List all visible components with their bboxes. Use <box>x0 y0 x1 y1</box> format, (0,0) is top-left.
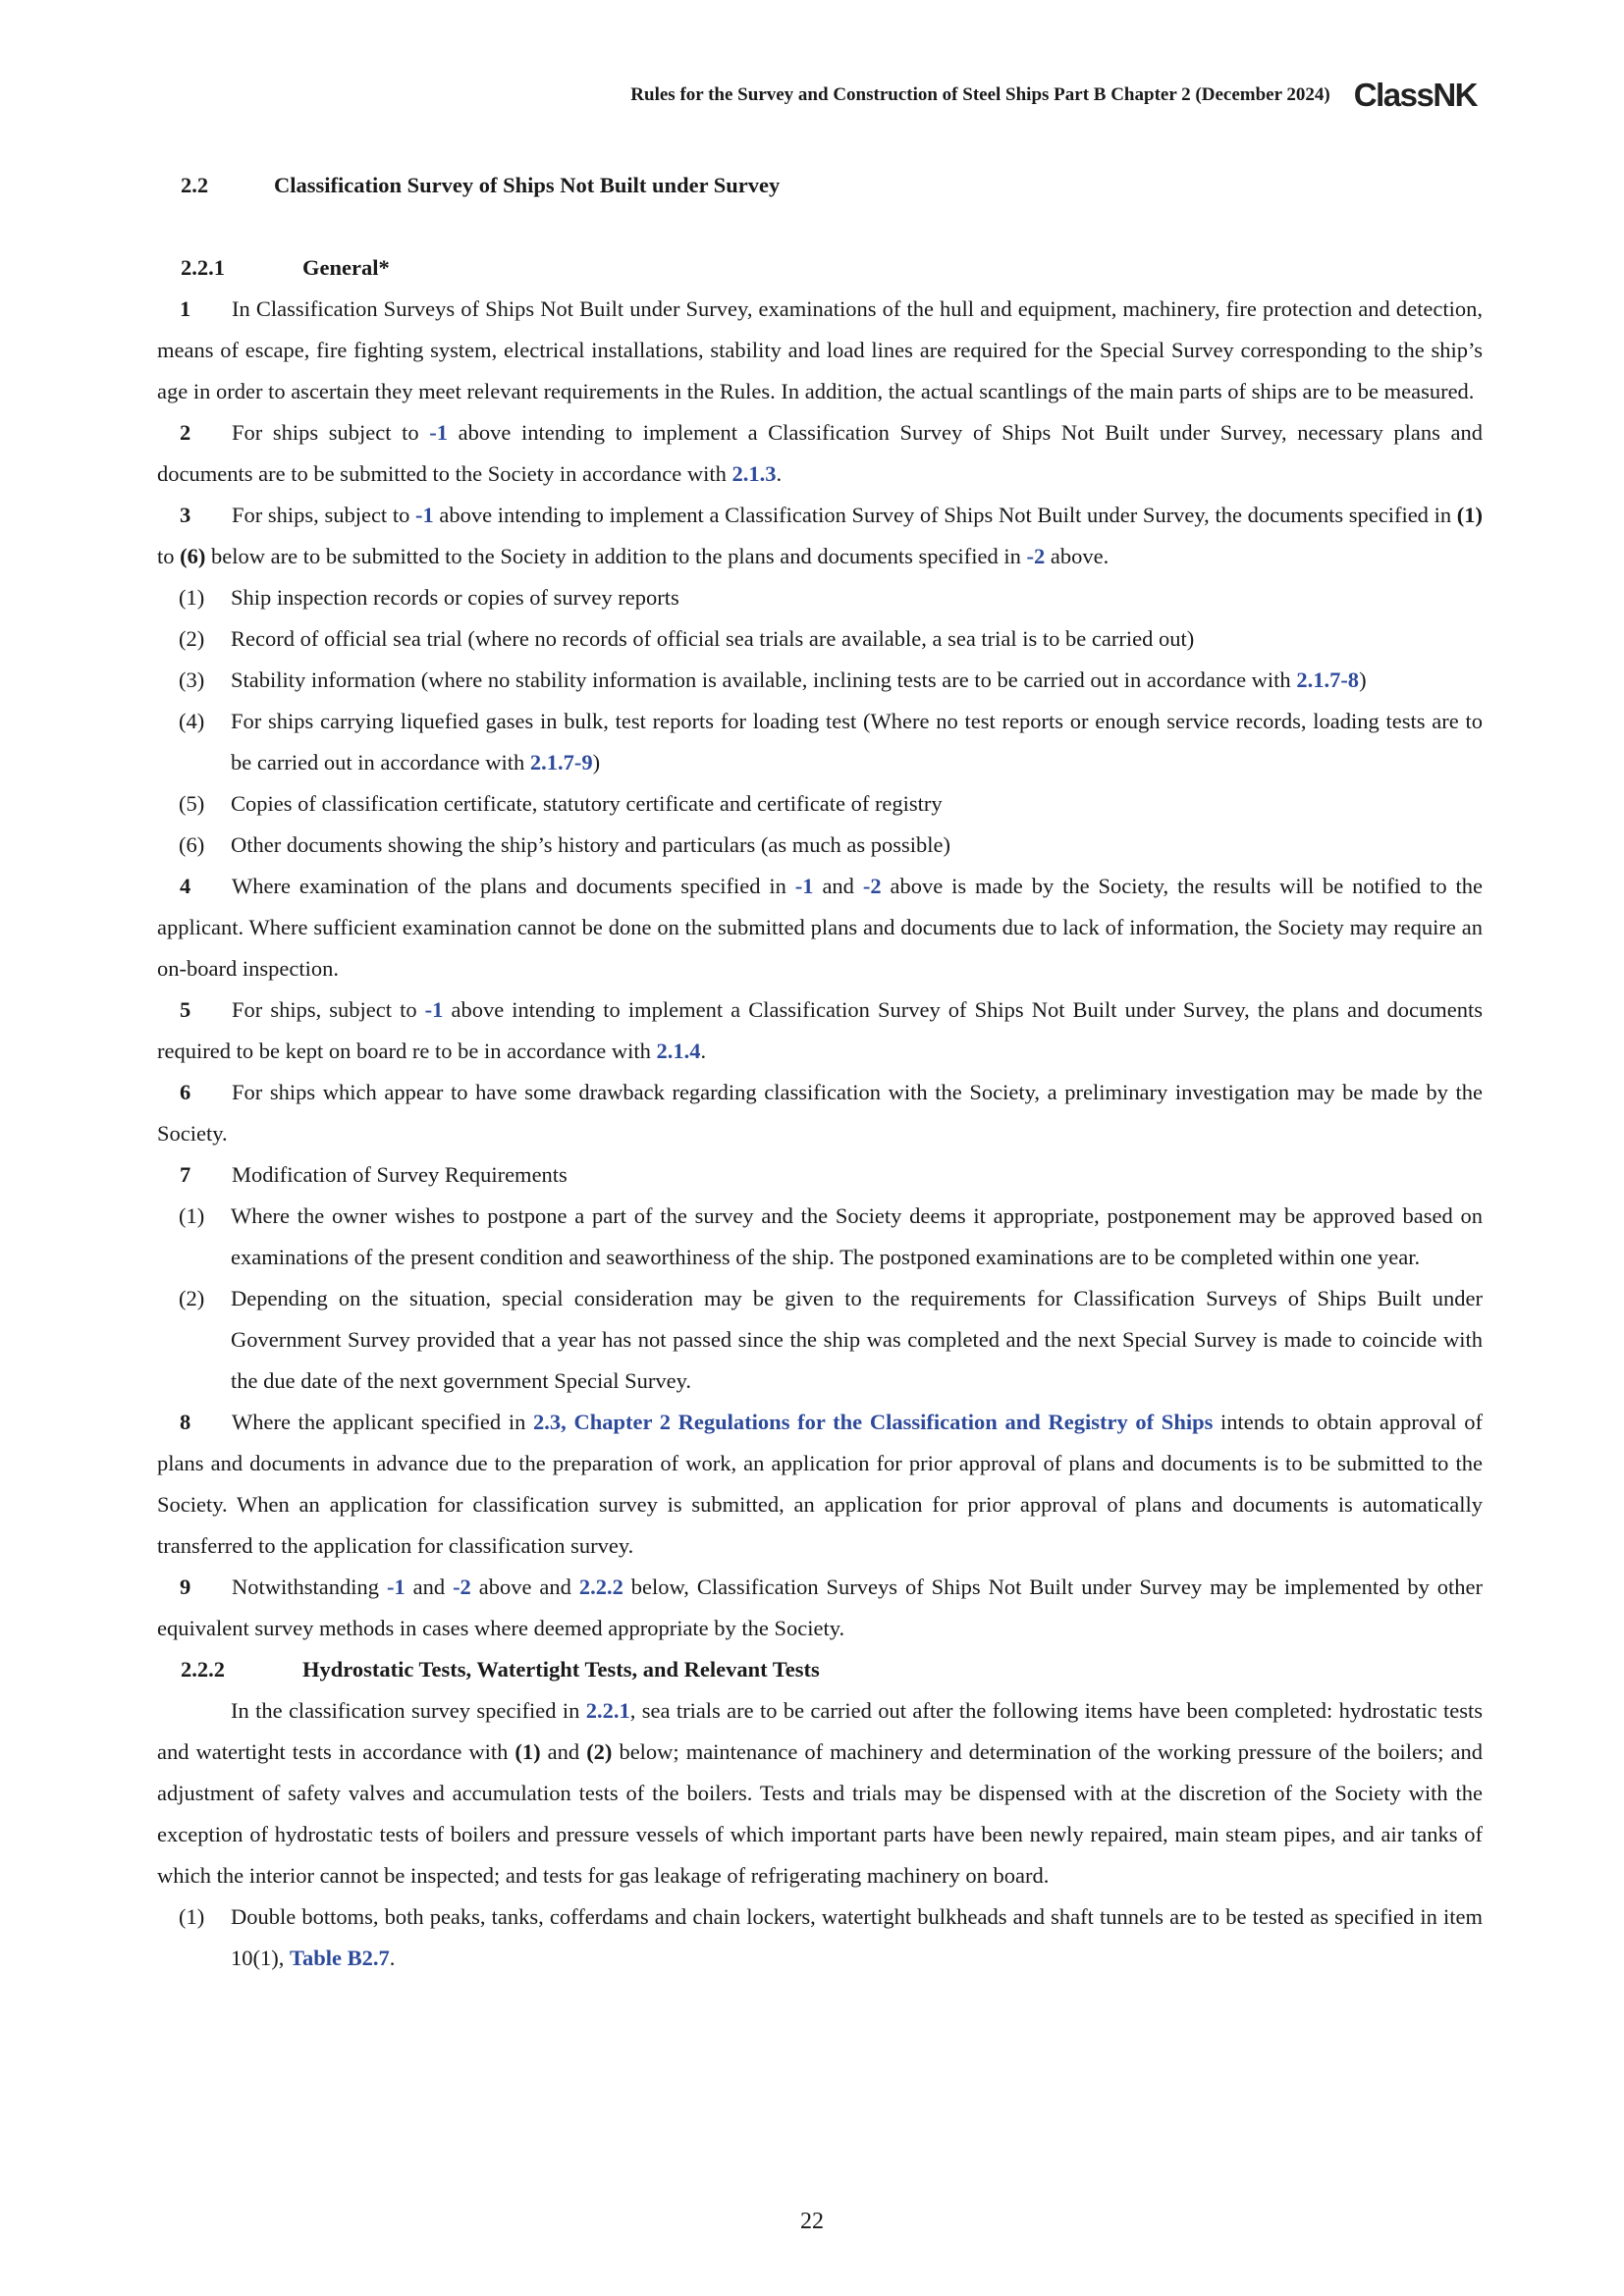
subsection-heading-general <box>157 247 1483 289</box>
cross-reference-link[interactable]: -1 <box>794 874 814 898</box>
paragraph-text: In the classification survey specified in <box>231 1698 586 1723</box>
cross-reference-link[interactable]: 2.1.7-9 <box>529 750 593 774</box>
table-reference-link[interactable]: Table B2.7 <box>290 1946 390 1970</box>
page-header <box>630 79 1477 111</box>
paragraph-text: Modification of Survey Requirements <box>232 1162 568 1187</box>
subsection-number: 2.2.2 <box>181 1657 225 1682</box>
list-item <box>157 577 1483 618</box>
paragraph-number: 6 <box>180 1080 191 1104</box>
paragraph-text: For ships, subject to <box>232 503 415 527</box>
paragraph-text: For ships subject to <box>232 420 430 445</box>
list-item <box>157 1196 1483 1278</box>
paragraph-text: , sea trials are to be carried out after the following items have been completed: hydrostatic tests and watertight tests in accordance with <box>157 1698 1483 1764</box>
list-number: (1) <box>179 585 205 610</box>
cross-reference-link[interactable]: -1 <box>429 420 448 445</box>
paragraph-number: 3 <box>180 503 191 527</box>
paragraph-number: 7 <box>180 1162 191 1187</box>
paragraph-number: 2 <box>180 420 191 445</box>
paragraph-text: above. <box>1045 544 1110 568</box>
paragraph-text: Where the applicant specified in <box>232 1410 534 1434</box>
list-item <box>157 783 1483 825</box>
cross-reference-link[interactable]: 2.1.4 <box>656 1039 701 1063</box>
subsection-title: General* <box>302 255 390 280</box>
list-item <box>157 701 1483 783</box>
paragraph-text: and <box>540 1739 587 1764</box>
paragraph-number: 8 <box>180 1410 191 1434</box>
paragraph-1 <box>157 289 1483 412</box>
list-number: (2) <box>179 626 205 651</box>
paragraph-4 <box>157 866 1483 989</box>
paragraph-number: 9 <box>180 1575 191 1599</box>
item-reference: (2) <box>586 1739 613 1764</box>
paragraph-text: . <box>776 461 783 486</box>
cross-reference-link[interactable]: 2.2.1 <box>585 1698 630 1723</box>
header-title: Rules for the Survey and Construction of Steel Ships Part B Chapter 2 (December 2024) <box>630 83 1330 105</box>
paragraph-hydrostatic-intro <box>157 1690 1483 1896</box>
list-text: Stability information (where no stability information is available, inclining tests are to be carried out in accordance with <box>231 667 1297 692</box>
paragraph-5 <box>157 989 1483 1072</box>
paragraph-7 <box>157 1154 1483 1196</box>
list-text: Record of official sea trial (where no records of official sea trials are available, a sea trial is to be carried out) <box>231 626 1195 651</box>
list-text: For ships carrying liquefied gases in bulk, test reports for loading test (Where no test reports or enough service records, loading tests are to be carried out in accordance with <box>231 709 1483 774</box>
cross-reference-link[interactable]: 2.2.2 <box>578 1575 623 1599</box>
section-heading <box>157 165 1483 206</box>
section-title: Classification Survey of Ships Not Built under Survey <box>274 173 781 197</box>
paragraph-text: and <box>813 874 863 898</box>
paragraph-2 <box>157 412 1483 495</box>
list-item <box>157 618 1483 660</box>
cross-reference-link[interactable]: -2 <box>1026 544 1046 568</box>
list-text: Other documents showing the ship’s history and particulars (as much as possible) <box>231 832 950 857</box>
list-text: . <box>389 1946 396 1970</box>
paragraph-number: 1 <box>180 296 191 321</box>
list-number: (2) <box>179 1286 205 1310</box>
list-text: Where the owner wishes to postpone a part of the survey and the Society deems it appropriate, postponement may be approved based on examinations of the present condition and seaworthiness of the ship. The postponed examinations are to be completed within one year. <box>231 1203 1483 1269</box>
page-number: 22 <box>800 2209 824 2234</box>
paragraph-text: Where examination of the plans and documents specified in <box>232 874 795 898</box>
subsection-heading-hydrostatic-tests <box>157 1649 1483 1690</box>
paragraph-text: Notwithstanding <box>232 1575 387 1599</box>
subsection-title: Hydrostatic Tests, Watertight Tests, and Relevant Tests <box>302 1657 820 1682</box>
cross-reference-link[interactable]: 2.1.3 <box>731 461 777 486</box>
document-body <box>157 165 1483 1979</box>
paragraph-text: below; maintenance of machinery and determination of the working pressure of the boilers; and adjustment of safety valves and accumulation tests of the boilers. Tests and trials may be dispensed with at the discretion of the Society with the exception of hydrostatic tests of boilers and pressure vessels of which important parts have been newly repaired, main steam pipes, and air tanks of which the interior cannot be inspected; and tests for gas leakage of refrigerating machinery on board. <box>157 1739 1484 1888</box>
cross-reference-link[interactable]: -2 <box>453 1575 471 1599</box>
paragraph-text: . <box>700 1039 707 1063</box>
list-text: ) <box>1359 667 1367 692</box>
paragraph-text: and <box>405 1575 454 1599</box>
paragraph-3 <box>157 495 1483 577</box>
cross-reference-link[interactable]: 2.3, Chapter 2 Regulations for the Classification and Registry of Ships <box>533 1410 1214 1434</box>
paragraph-text: below, Classification Surveys of Ships Not Built under Survey may be implemented by other equivalent survey methods in cases where deemed appropriate by the Society. <box>157 1575 1484 1640</box>
list-item <box>157 1896 1483 1979</box>
item-reference: (1) <box>1456 503 1483 527</box>
list-number: (1) <box>179 1904 205 1929</box>
list-number: (6) <box>179 832 205 857</box>
paragraph-text: In Classification Surveys of Ships Not Built under Survey, examinations of the hull and equipment, machinery, fire protection and detection, means of escape, fire fighting system, electrical installations, stability and load lines are required for the Special Survey corresponding to the ship’s age in order to ascertain they meet relevant requirements in the Rules. In addition, the actual scantlings of the main parts of ships are to be measured. <box>157 296 1483 403</box>
list-item <box>157 660 1483 701</box>
item-reference: (1) <box>514 1739 541 1764</box>
paragraph-text: above and <box>470 1575 579 1599</box>
classnk-logo: ClassNK <box>1353 77 1477 113</box>
paragraph-text: below are to be submitted to the Society in addition to the plans and documents specified in <box>205 544 1027 568</box>
paragraph-9 <box>157 1567 1483 1649</box>
paragraph-text: above intending to implement a Classification Survey of Ships Not Built under Survey, the documents specified in <box>433 503 1457 527</box>
list-text: ) <box>592 750 601 774</box>
section-number: 2.2 <box>181 173 209 197</box>
item-reference: (6) <box>180 544 206 568</box>
paragraph-8 <box>157 1402 1483 1567</box>
list-text: Ship inspection records or copies of survey reports <box>231 585 679 610</box>
list-number: (1) <box>179 1203 205 1228</box>
list-number: (5) <box>179 791 205 816</box>
cross-reference-link[interactable]: -1 <box>386 1575 406 1599</box>
paragraph-text: For ships which appear to have some drawback regarding classification with the Society, a preliminary investigation may be made by the Society. <box>157 1080 1483 1146</box>
paragraph-number: 5 <box>180 997 191 1022</box>
paragraph-text: intends to obtain approval of plans and documents in advance due to the preparation of work, an application for prior approval of plans and documents is to be submitted to the Society. When an application for classification survey is submitted, an application for prior approval of plans and documents is automatically transferred to the application for classification survey. <box>157 1410 1483 1558</box>
paragraph-text: above intending to implement a Classification Survey of Ships Not Built under Survey, the plans and documents required to be kept on board re to be in accordance with <box>157 997 1483 1063</box>
paragraph-text: to <box>157 544 181 568</box>
list-item <box>157 825 1483 866</box>
paragraph-text: For ships, subject to <box>232 997 425 1022</box>
list-item <box>157 1278 1483 1402</box>
subsection-number: 2.2.1 <box>181 255 225 280</box>
cross-reference-link[interactable]: 2.1.7-8 <box>1296 667 1360 692</box>
list-number: (4) <box>179 709 205 733</box>
paragraph-6 <box>157 1072 1483 1154</box>
cross-reference-link[interactable]: -1 <box>415 503 434 527</box>
list-text: Double bottoms, both peaks, tanks, cofferdams and chain lockers, watertight bulkheads and shaft tunnels are to be tested as specified in item 10(1), <box>231 1904 1483 1970</box>
paragraph-text: above is made by the Society, the results will be notified to the applicant. Where sufficient examination cannot be done on the submitted plans and documents due to lack of information, the Society may require an on-board inspection. <box>157 874 1483 981</box>
cross-reference-link[interactable]: -2 <box>862 874 882 898</box>
list-text: Depending on the situation, special consideration may be given to the requirements for Classification Surveys of Ships Built under Government Survey provided that a year has not passed since the ship was completed and the next Special Survey is made to coincide with the due date of the next government Special Survey. <box>231 1286 1483 1393</box>
paragraph-text: above intending to implement a Classification Survey of Ships Not Built under Survey, necessary plans and documents are to be submitted to the Society in accordance with <box>157 420 1483 486</box>
list-number: (3) <box>179 667 205 692</box>
paragraph-number: 4 <box>180 874 191 898</box>
list-text: Copies of classification certificate, statutory certificate and certificate of registry <box>231 791 943 816</box>
cross-reference-link[interactable]: -1 <box>424 997 444 1022</box>
